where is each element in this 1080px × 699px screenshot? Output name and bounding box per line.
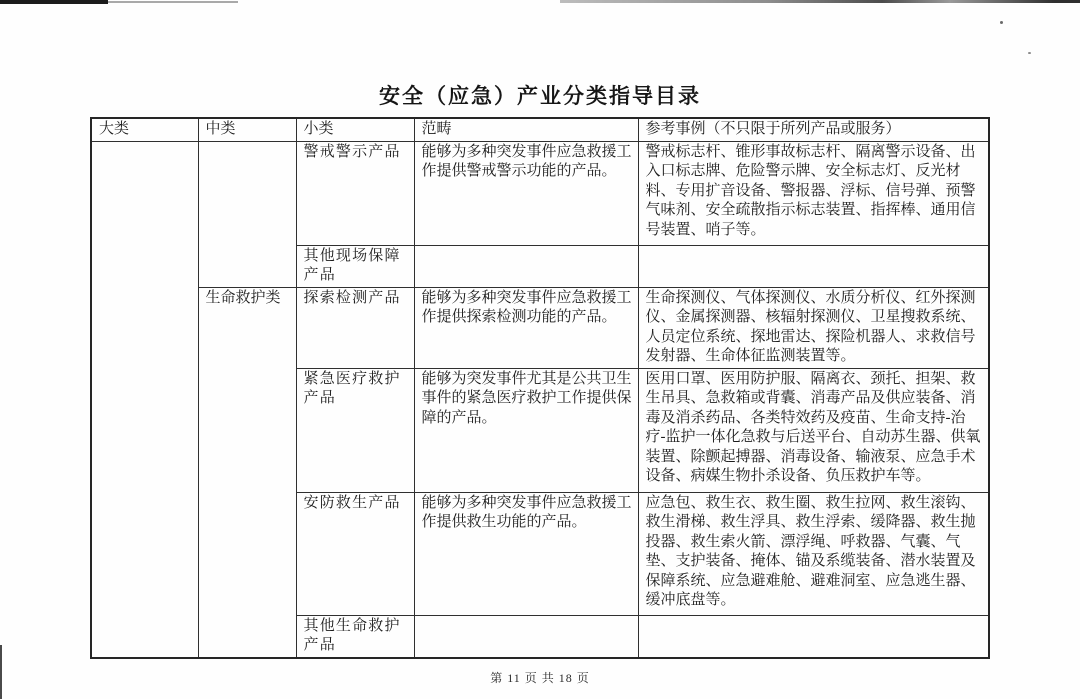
- cell-scope: [414, 615, 638, 658]
- cell-scope: 能够为多种突发事件应急救援工作提供探索检测功能的产品。: [414, 287, 638, 368]
- cell-major-category: [91, 141, 198, 658]
- cell-scope: 能够为突发事件尤其是公共卫生事件的紧急医疗救护工作提供保障的产品。: [414, 368, 638, 492]
- page-title: 安全（应急）产业分类指导目录: [379, 84, 701, 108]
- page-number: 第 11 页 共 18 页: [490, 671, 590, 685]
- cell-sub-category: 其他现场保障产品: [296, 245, 414, 287]
- cell-scope: [414, 245, 638, 287]
- cell-mid-category-life-rescue: 生命救护类: [198, 287, 296, 658]
- table-header-row: [91, 118, 989, 141]
- table-row: [91, 287, 989, 368]
- table-row: [91, 141, 989, 245]
- scan-artifact-top-left-tail: [108, 1, 238, 3]
- scan-speck: [1028, 52, 1031, 54]
- column-header-mid: 中类: [198, 118, 296, 141]
- column-header-examples: 参考事例（不只限于所列产品或服务）: [638, 118, 989, 141]
- cell-examples: 应急包、救生衣、救生圈、救生拉网、救生滚钩、救生滑梯、救生浮具、救生浮索、缓降器、救生抛投器、救生索火箭、漂浮绳、呼救器、气囊、气垫、支护装备、掩体、锚及系缆装备、潜水装置及保障系统、应急避难舱、避难洞室、应急逃生器、缓冲底盘等。: [638, 492, 989, 615]
- column-header-major: 大类: [91, 118, 198, 141]
- scan-artifact-top-right: [560, 0, 1080, 3]
- cell-examples: 医用口罩、医用防护服、隔离衣、颈托、担架、救生吊具、急救箱或背囊、消毒产品及供应装备、消毒及消杀药品、各类特效药及疫苗、生命支持-治疗-监护一体化急救与后送平台、自动苏生器、供氧装置、除颤起搏器、消毒设备、输液泵、应急手术设备、病媒生物扑杀设备、负压救护车等。: [638, 368, 989, 492]
- cell-sub-category: 探索检测产品: [296, 287, 414, 368]
- cell-sub-category: 安防救生产品: [296, 492, 414, 615]
- cell-scope: 能够为多种突发事件应急救援工作提供救生功能的产品。: [414, 492, 638, 615]
- cell-examples: 生命探测仪、气体探测仪、水质分析仪、红外探测仪、金属探测器、核辐射探测仪、卫星搜救系统、人员定位系统、探地雷达、探险机器人、求救信号发射器、生命体征监测装置等。: [638, 287, 989, 368]
- scan-artifact-top-left: [0, 0, 108, 4]
- cell-mid-category-blank: [198, 141, 296, 287]
- cell-examples: [638, 615, 989, 658]
- scan-speck: [1000, 21, 1003, 24]
- cell-sub-category: 紧急医疗救护产品: [296, 368, 414, 492]
- cell-sub-category: 其他生命救护产品: [296, 615, 414, 658]
- cell-examples: 警戒标志杆、锥形事故标志杆、隔离警示设备、出入口标志牌、危险警示牌、安全标志灯、反光材料、专用扩音设备、警报器、浮标、信号弹、预警气味剂、安全疏散指示标志装置、指挥棒、通用信号装置、哨子等。: [638, 141, 989, 245]
- cell-examples: [638, 245, 989, 287]
- cell-scope: 能够为多种突发事件应急救援工作提供警戒警示功能的产品。: [414, 141, 638, 245]
- column-header-sub: 小类: [296, 118, 414, 141]
- cell-sub-category: 警戒警示产品: [296, 141, 414, 245]
- column-header-scope: 范畴: [414, 118, 638, 141]
- classification-table: [90, 117, 990, 659]
